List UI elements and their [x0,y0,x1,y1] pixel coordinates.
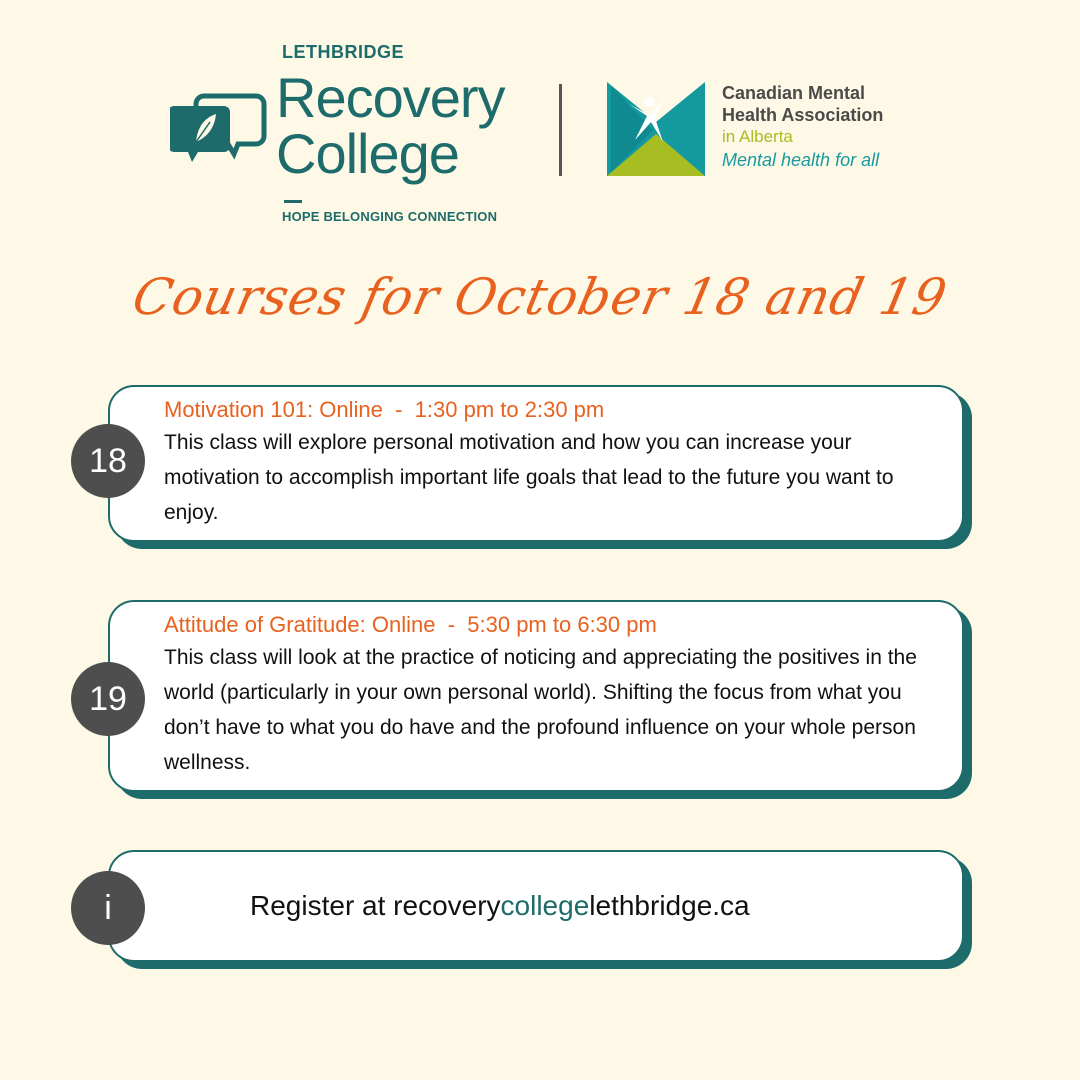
register-prefix: Register at recovery [250,890,501,921]
course-heading: Attitude of Gratitude: Online - 5:30 pm to 6:30 pm [164,612,657,637]
card-panel [108,385,964,542]
card-panel [108,850,964,962]
rc-title-line1: Recovery [276,66,505,129]
info-icon: i [71,871,145,945]
day-badge-19: 19 [71,662,145,736]
day-badge-18: 18 [71,424,145,498]
rc-tagline: HOPE BELONGING CONNECTION [282,209,498,224]
rc-city: LETHBRIDGE [282,42,404,62]
register-highlight: college [500,890,590,921]
course-description: This class will explore personal motivation and how you can increase your motivation to accomplish important life goals that lead to the future you want to enjoy. [164,431,894,524]
course-heading: Motivation 101: Online - 1:30 pm to 2:30 pm [164,397,605,422]
logo-divider [559,84,562,176]
cmha-name-line2: Health Association [722,105,884,125]
rc-dash [284,200,302,203]
cmha-tagline: Mental health for all [722,150,880,170]
course-card-1 [108,385,964,542]
page-title: Courses for October 18 and 19 [127,268,953,326]
card-panel [108,600,964,792]
course-card-2 [108,600,964,792]
register-link[interactable] [250,890,750,922]
cmha-logo-mark-icon [607,82,705,176]
recovery-college-logo [170,40,530,230]
cmha-province: in Alberta [722,127,793,146]
cmha-name-line1: Canadian Mental [722,83,866,103]
speech-bubbles-icon [170,92,270,202]
register-card [108,850,964,962]
course-description: This class will look at the practice of noticing and appreciating the positives in the world (particularly in your own personal world). Shifting the focus from what you don’t have to what you do have and the profound influence on your whole person wellness. [164,646,917,774]
cmha-logo-text [722,82,1022,172]
rc-title-line2: College [276,122,459,185]
register-suffix: lethbridge.ca [589,890,750,921]
